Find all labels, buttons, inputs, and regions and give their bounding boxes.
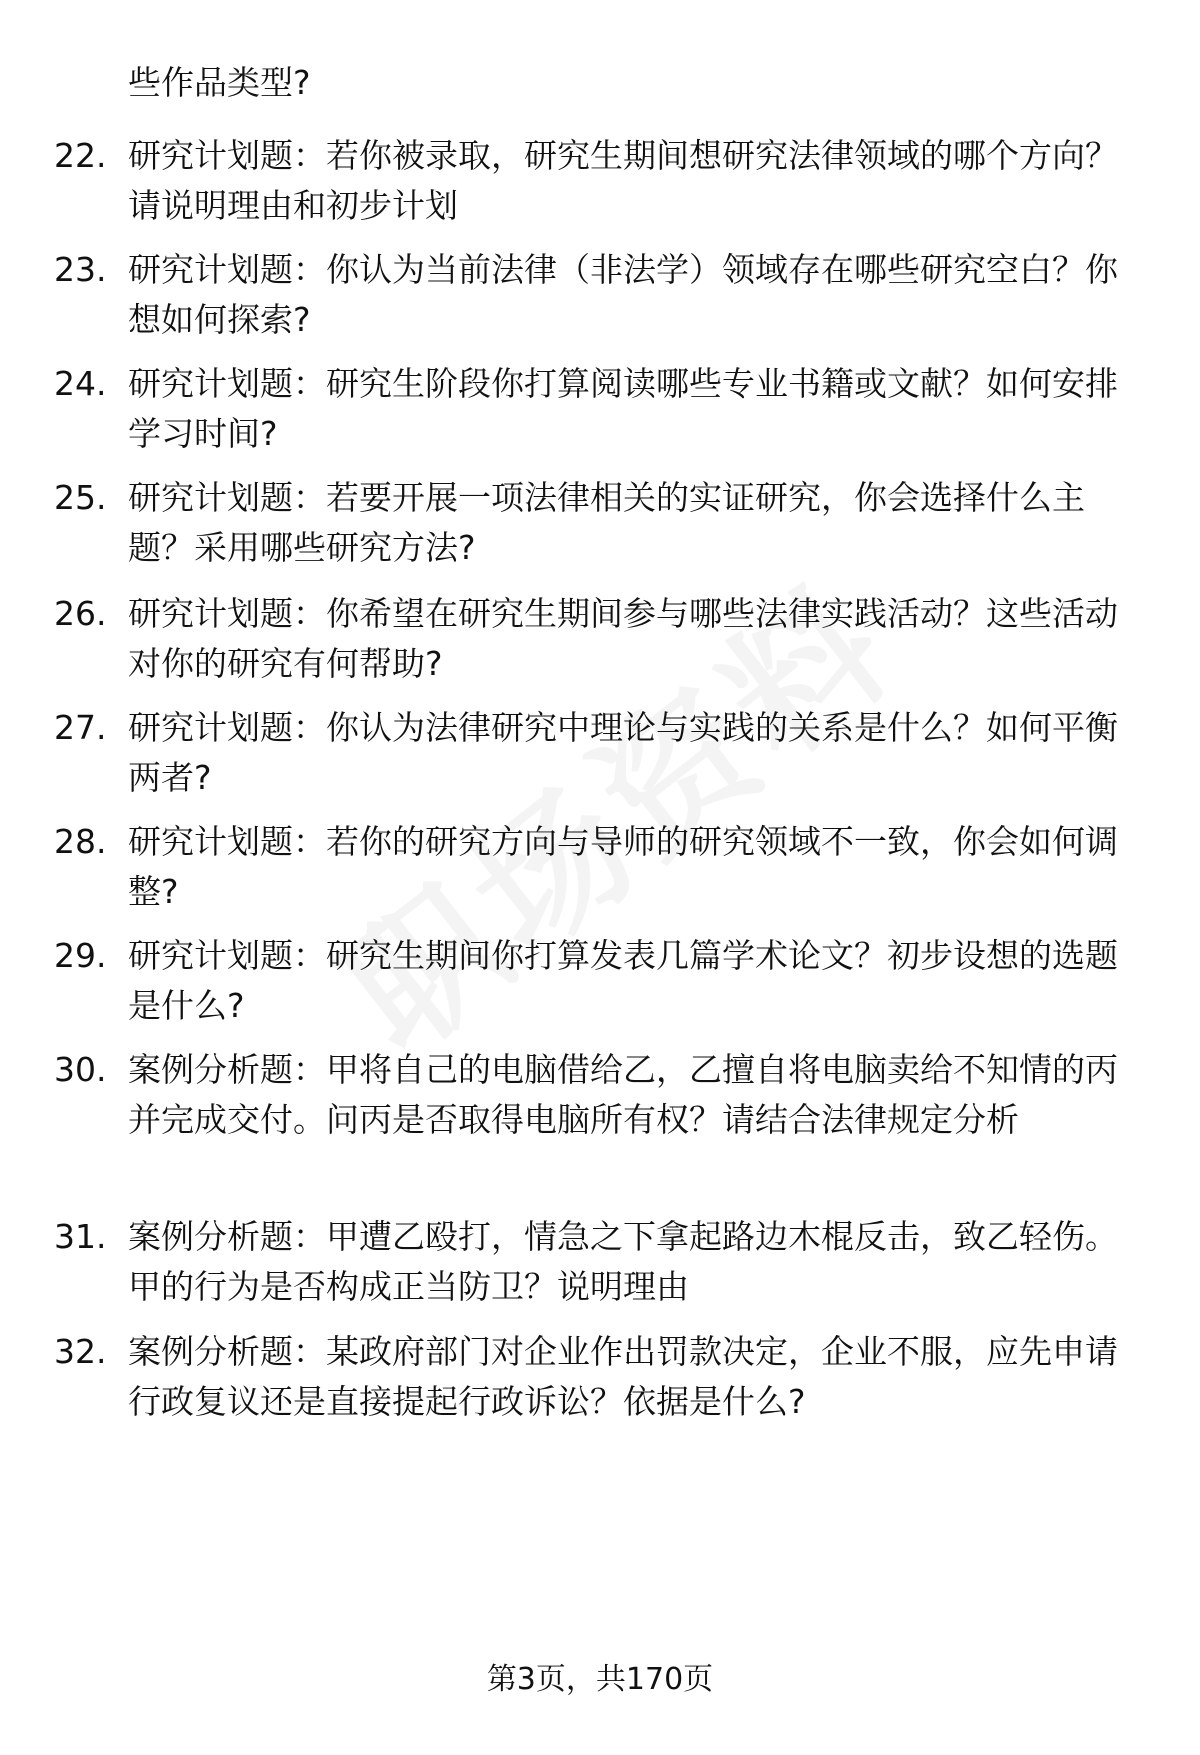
item-text: 研究计划题：若你的研究方向与导师的研究领域不一致，你会如何调整?: [128, 822, 1118, 911]
item-text: 案例分析题：甲将自己的电脑借给乙，乙擅自将电脑卖给不知情的丙并完成交付。问丙是否取得电脑所有权？请结合法律规定分析: [128, 1050, 1118, 1139]
item-number: 25.: [54, 478, 107, 517]
item-text: 研究计划题：若要开展一项法律相关的实证研究，你会选择什么主题？采用哪些研究方法?: [128, 478, 1085, 567]
item-number: 32.: [54, 1332, 107, 1371]
item-number: 27.: [54, 708, 107, 747]
item-text: 研究计划题：研究生阶段你打算阅读哪些专业书籍或文献？如何安排学习时间?: [128, 364, 1118, 453]
item-number: 29.: [54, 936, 107, 975]
item-number: 22.: [54, 136, 107, 175]
item-number: 23.: [54, 250, 107, 289]
page-footer: 第3页，共170页: [486, 1662, 714, 1697]
item-number: 30.: [54, 1050, 107, 1089]
item-text: 研究计划题：你认为法律研究中理论与实践的关系是什么？如何平衡两者?: [128, 708, 1118, 797]
continuation-text: 些作品类型?: [128, 63, 311, 102]
item-text: 案例分析题：某政府部门对企业作出罚款决定，企业不服，应先申请行政复议还是直接提起行政诉讼？依据是什么?: [128, 1332, 1118, 1421]
item-number: 24.: [54, 364, 107, 403]
item-text: 研究计划题：若你被录取，研究生期间想研究法律领域的哪个方向？请说明理由和初步计划: [128, 136, 1118, 225]
item-number: 31.: [54, 1217, 107, 1256]
item-number: 28.: [54, 822, 107, 861]
item-text: 研究计划题：你希望在研究生期间参与哪些法律实践活动？这些活动对你的研究有何帮助?: [128, 594, 1118, 683]
item-text: 研究计划题：你认为当前法律（非法学）领域存在哪些研究空白？你想如何探索?: [128, 250, 1118, 339]
item-text: 案例分析题：甲遭乙殴打，情急之下拿起路边木棍反击，致乙轻伤。甲的行为是否构成正当防卫？说明理由: [128, 1217, 1118, 1306]
item-text: 研究计划题：研究生期间你打算发表几篇学术论文？初步设想的选题是什么?: [128, 936, 1118, 1025]
item-number: 26.: [54, 594, 107, 633]
